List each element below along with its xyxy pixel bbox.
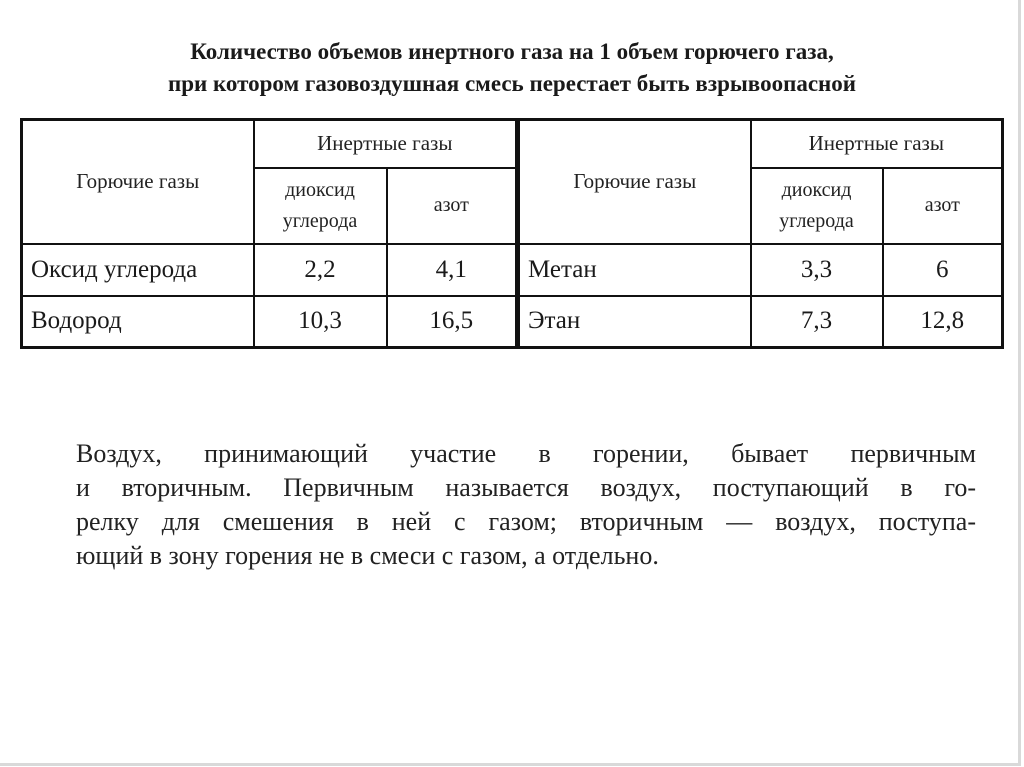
paragraph-line-2: и вторичным. Первичным называется воздух, поступающий в го- xyxy=(76,473,976,502)
page-title xyxy=(20,36,1004,100)
paragraph-line-3: релку для смешения в ней с газом; вторичным — воздух, поступа- xyxy=(76,507,976,536)
n2-value-right: 6 xyxy=(883,244,1003,296)
n2-value-left: 4,1 xyxy=(387,244,518,296)
gas-name-left: Водород xyxy=(22,296,254,348)
header-co2-left: диоксид углерода xyxy=(254,168,387,244)
header-combustible-left: Горючие газы xyxy=(22,120,254,244)
co2-value-left: 10,3 xyxy=(254,296,387,348)
gas-name-right: Этан xyxy=(518,296,751,348)
n2-value-left: 16,5 xyxy=(387,296,518,348)
paragraph-line-1: Воздух, принимающий участие в горении, бывает первичным xyxy=(76,439,976,468)
title-line-2: при котором газовоздушная смесь перестает быть взрывоопасной xyxy=(167,71,857,96)
table-row xyxy=(22,244,1003,296)
co2-value-left: 2,2 xyxy=(254,244,387,296)
gas-name-left: Оксид углерода xyxy=(22,244,254,296)
header-inert-right: Инертные газы xyxy=(751,120,1003,168)
table-row xyxy=(22,296,1003,348)
header-co2-right: диоксид углерода xyxy=(751,168,883,244)
header-n2-right: азот xyxy=(883,168,1003,244)
co2-value-right: 3,3 xyxy=(751,244,883,296)
gas-name-right: Метан xyxy=(518,244,751,296)
header-row xyxy=(22,120,1003,168)
inert-gas-table xyxy=(20,118,1004,349)
n2-value-right: 12,8 xyxy=(883,296,1003,348)
body-paragraph xyxy=(76,437,976,573)
title-line-1: Количество объемов инертного газа на 1 объем горючего газа, xyxy=(190,39,834,64)
header-combustible-right: Горючие газы xyxy=(518,120,751,244)
header-n2-left: азот xyxy=(387,168,518,244)
paragraph-line-4: ющий в зону горения не в смеси с газом, а отдельно. xyxy=(76,541,659,570)
header-inert-left: Инертные газы xyxy=(254,120,518,168)
co2-value-right: 7,3 xyxy=(751,296,883,348)
